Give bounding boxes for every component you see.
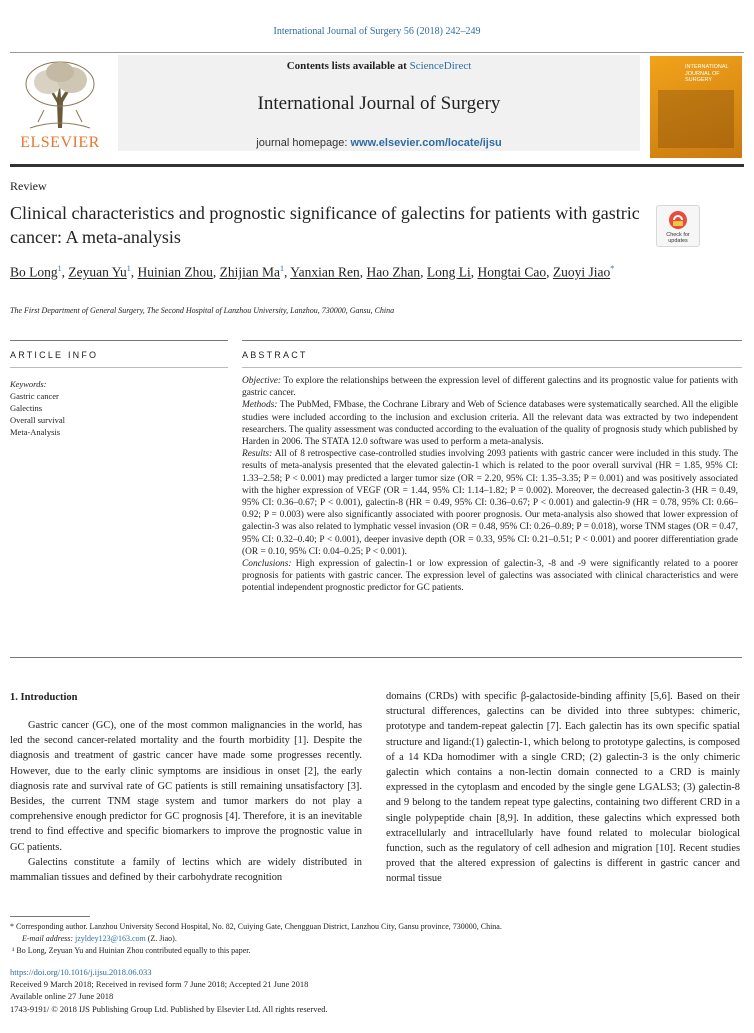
methods-text: The PubMed, FMbase, the Cochrane Library and Web of Science databases were systematically searched. All the eligible studies were included according to the inclusion and exclusion criteria. All the relevant data was extracted by two independent researchers. The quality assessment was conducted according to the evaluation of the quality of prognosis study which published by Harden in 2006. The STATA 12.0 software was used to perform a meta-analysis. (242, 400, 738, 448)
keyword-item: Overall survival (10, 415, 65, 425)
copyright: 1743-9191/ © 2018 IJS Publishing Group Ltd. Published by Elsevier Ltd. All rights reserved. (10, 1004, 328, 1014)
keyword-item: Meta-Analysis (10, 427, 61, 437)
check-updates-icon (668, 210, 688, 230)
journal-homepage (118, 137, 640, 149)
email-label: E-mail address: (22, 934, 74, 943)
header-bottom-rule (10, 164, 744, 167)
intro-paragraph: domains (CRDs) with specific β-galactoside-binding affinity [5,6]. Based on their structural differences, galectins can be divided into three subtypes: chimeric, prototype and tandem-repeat galectin [7]. Each galectin has its own specific spatial structure and ligand:(1) galectin-1, which belong to prototype galectins, is composed of a 14 KDa homodimer with a single CRD; (2) galectin-3 is the only chimeric galectin which contains a non-lectin domain connected to a CRD is mainly expressed in the cytoplasm and encoded by the single gene LGALS3; (3) galectin-8 and 9 belong to the tandem repeat type galectins, containing two different CRD in a single polypeptide chain [8,9]. In addition, these galectins which expressed both extracellularly and intracellularly have found related to molecular biological function, such as the regulatory of cell adhesion and migration [10]. Recent studies proved that the altered expression of galectins is different in gastric cancer and normal tissue (386, 691, 740, 885)
intro-column-right (386, 689, 740, 887)
article-title: Clinical characteristics and prognostic significance of galectins for patients with gastric cancer: A meta-analysis (10, 203, 640, 247)
author-affiliation-marker[interactable]: 1 (126, 264, 131, 273)
abstract-conclusions (242, 558, 738, 595)
affiliation: The First Department of General Surgery, The Second Hospital of Lanzhou University, Lanzhou, 730000, Gansu, China (10, 306, 395, 315)
email-note (22, 934, 752, 944)
received-dates: Received 9 March 2018; Received in revised form 7 June 2018; Accepted 21 June 2018 (10, 979, 309, 989)
abstract-heading: ABSTRACT (242, 350, 308, 360)
abstract-body (242, 375, 738, 595)
email-link[interactable]: jzyldey123@163.com (75, 934, 146, 943)
conclusions-label: Conclusions: (242, 559, 292, 570)
cover-title-text: INTERNATIONAL JOURNAL OF SURGERY (685, 64, 729, 84)
keyword-item: Gastric cancer (10, 391, 59, 401)
contents-line (118, 60, 640, 72)
header-top-rule (10, 52, 744, 53)
methods-label: Methods: (242, 400, 278, 411)
abstract-subrule (242, 367, 742, 368)
article-info-subrule (10, 367, 228, 368)
journal-title[interactable]: International Journal of Surgery (257, 93, 501, 114)
author-name[interactable]: Huinian Zhou (137, 264, 213, 280)
author-name[interactable]: Zuoyi Jiao (552, 264, 611, 280)
keyword-item: Galectins (10, 403, 43, 413)
results-text: All of 8 retrospective case-controlled studies involving 2093 patients with gastric cancer were included in this study. The results of meta-analysis presented that the elevated galectin-1 which is related to the poor overall survival (HR = 1.85, 95% CI: 1.33–2.58; P < 0.001) may predicted a larger tumor size (OR = 2.20, 95% CI: 1.35–3.35; P = 0.001) and was positively associated with the higher expression of VEGF (OR = 1.44, 95% CI: 1.14–1.82; P = 0.002). Moreover, the decreased galectin-3 (HR = 0.49, 95% CI: 0.36–0.67; P < 0.001), galectin-8 (HR = 0.49, 95% CI: 0.36–0.67; P < 0.001) and galectin-9 (HR = 0.78, 95% CI: 0.66–0.92; P = 0.003) were also significantly associated with poorer prognosis. Our meta-analysis also showed that lower expression of galectin-3 was also related to lymphatic vessel invasion (OR = 0.48, 95% CI: 0.26–0.89; P = 0.018), worse TNM stages (OR = 0.47, 95% CI: 0.32–0.40; P < 0.001), deeper invasive depth (OR = 0.33, 95% CI: 0.21–0.51; P < 0.001) and poorer differentiation grade (OR = 0.10, 95% CI: 0.04–0.25; P < 0.001). (242, 449, 738, 557)
results-label: Results: (242, 449, 273, 460)
objective-text: To explore the relationships between the expression level of different galectins and its prognostic value for patients with gastric cancer. (242, 376, 738, 399)
email-suffix: (Z. Jiao). (147, 934, 177, 943)
homepage-prefix: journal homepage: (256, 137, 348, 149)
author-list: Bo Long$^1$, Zeyuan Yu$^1$, Huinian Zhou, Zhijian Ma$^1$, Yanxian Ren, Hao Zhan, Long Li, Hongtai Cao, Zuoyi Jiao* (10, 264, 615, 280)
homepage-link[interactable]: www.elsevier.com/locate/ijsu (350, 137, 502, 149)
abstract-bottom-rule (10, 657, 742, 658)
author-name[interactable]: Zeyuan Yu (68, 264, 127, 280)
author-name[interactable]: Yanxian Ren (290, 264, 360, 280)
article-type: Review (10, 179, 47, 193)
elsevier-wordmark: ELSEVIER (20, 134, 100, 151)
sciencedirect-link[interactable]: ScienceDirect (409, 60, 472, 72)
cover-artwork (658, 90, 734, 148)
conclusions-text: High expression of galectin-1 or low expression of galectin-3, -8 and -9 were significantly related to a poorer prognosis for patients with gastric cancer. The expression level of galectins was associated with clinical characteristics and were potential independent prognostic predictor for GC patients. (242, 559, 739, 594)
article-info-rule (10, 340, 228, 341)
author-name[interactable]: Hongtai Cao (477, 264, 547, 280)
check-updates-label: Check for updates (666, 232, 690, 244)
online-date: Available online 27 June 2018 (10, 991, 114, 1001)
equal-contribution-note: ¹ Bo Long, Zeyuan Yu and Huinian Zhou contributed equally to this paper. (12, 946, 251, 955)
abstract-methods (242, 399, 738, 448)
intro-heading: 1. Introduction (10, 692, 78, 703)
abstract-rule (242, 340, 742, 341)
doi-link[interactable]: https://doi.org/10.1016/j.ijsu.2018.06.033 (10, 967, 152, 977)
intro-column-left (10, 718, 362, 885)
abstract-results (242, 448, 738, 558)
intro-paragraph: Gastric cancer (GC), one of the most common malignancies in the world, has led the second cancer-related mortality and the fourth morbidity [1]. Despite the diagnosis and treatment of gastric cancer have made some progresses recently. However, due to the early clinic symptoms are insidious in onset [2], the early diagnosis rate and survival rate of GC patients is still remaining unsatisfactory [3]. Besides, the current TNM stage system and tumor markers do not play a comprehensive enough predictor for GC prognosis [4]. Therefore, it is an inevitable trend to find effective and specific biomarkers to improve the prognostic value in GC patients. (10, 720, 362, 853)
abstract-objective (242, 375, 738, 399)
journal-cover-thumbnail[interactable] (650, 56, 742, 158)
running-head[interactable]: International Journal of Surgery 56 (2018) 242–249 (273, 26, 481, 37)
author-name[interactable]: Hao Zhan (366, 264, 421, 280)
article-info-heading: ARTICLE INFO (10, 350, 99, 360)
check-for-updates-button[interactable] (656, 205, 700, 247)
objective-label: Objective: (242, 376, 282, 386)
author-name[interactable]: Zhijian Ma (219, 264, 280, 280)
corresponding-author-note: * Corresponding author. Lanzhou University Second Hospital, No. 82, Cuiying Gate, Chengguan District, Lanzhou City, Gansu province, 730000, China. (10, 922, 502, 931)
contents-prefix: Contents lists available at (286, 60, 407, 72)
intro-paragraph: Galectins constitute a family of lectins which are widely distributed in mammalian tissues and defined by their carbohydrate recognition (10, 856, 362, 884)
author-name[interactable]: Long Li (426, 264, 471, 280)
author-affiliation-marker[interactable]: 1 (280, 264, 284, 273)
footnote-rule (10, 916, 90, 917)
author-affiliation-marker[interactable]: * (610, 264, 615, 273)
keywords-label: Keywords: (10, 379, 47, 389)
author-affiliation-marker[interactable]: 1 (57, 264, 62, 273)
author-name[interactable]: Bo Long (10, 264, 58, 280)
